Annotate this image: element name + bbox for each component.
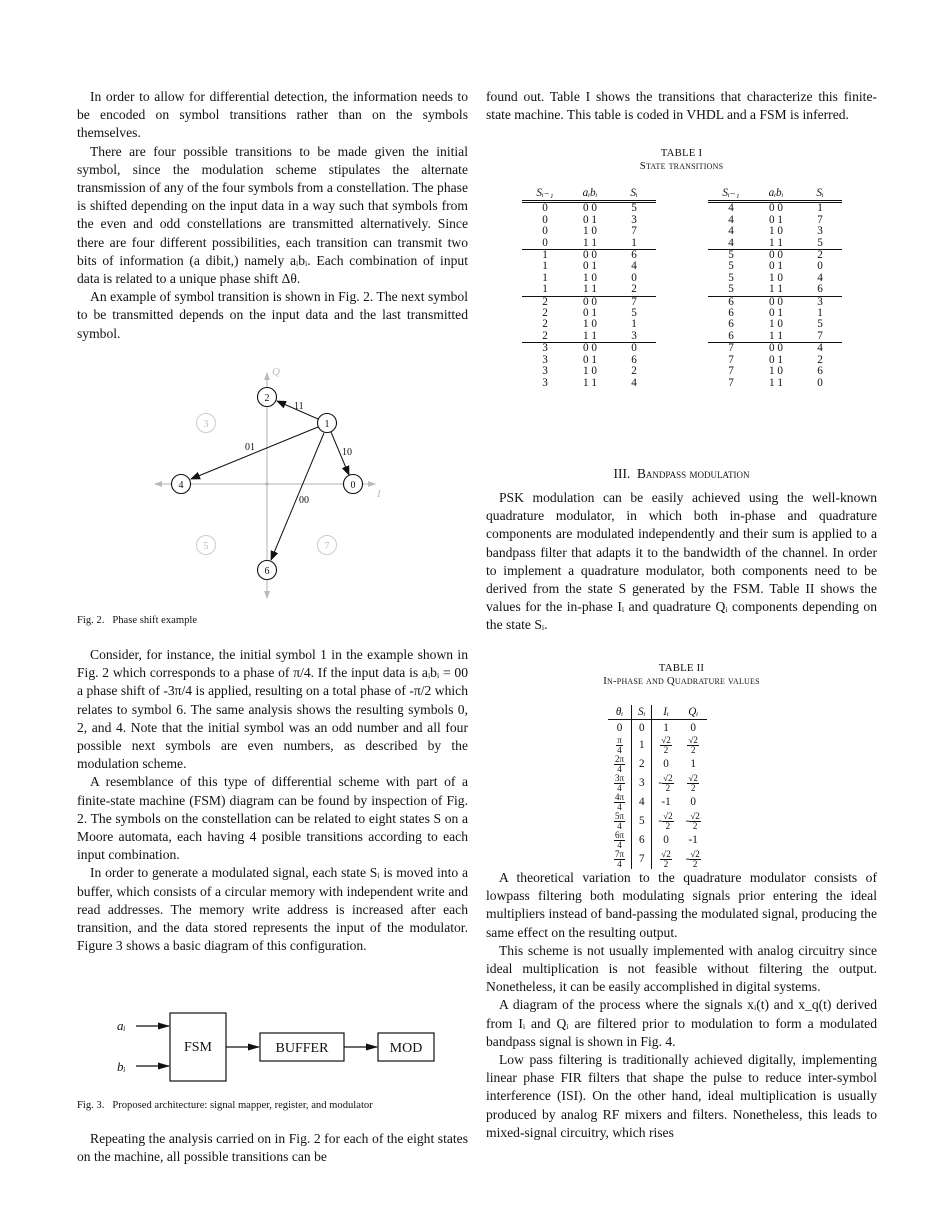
table-cell: 2 [542,318,548,331]
table-cell: 1 1 [769,236,783,249]
table-cell: 1 0 [769,365,783,378]
table-row [608,755,707,774]
table-cell: 0 [542,202,548,215]
table-cell-i: $\frac{√2}{2}$ [661,734,671,755]
table-cell: 2 [631,365,637,378]
table-cell-q: 0 [690,796,696,808]
table-cell: 0 1 [769,213,783,226]
table-cell: 1 [542,271,548,284]
table-cell: 5 [631,202,637,215]
svg-text:6: 6 [264,566,270,577]
table-cell: 2 [798,250,842,262]
table-cell: 1 0 [769,318,783,331]
table-cell: 0 1 [583,353,597,366]
table-row [608,736,707,755]
table-cell: 0 1 [583,260,597,273]
table-cell: 4 [728,225,734,238]
fig3-caption: Fig. 3. Proposed architecture: signal mapper, register, and modulator [77,1100,373,1111]
table-row [522,343,656,355]
svg-text:2: 2 [264,393,270,404]
table-row [522,202,656,215]
paragraph: Consider, for instance, the initial symbol 1 in the example shown in Fig. 2 which corresponds to a phase of π/4. If the input data is aᵢbᵢ = 00 a phase shift of -3π/4 is applied, resulting on a total phase of -π/2 which relates to symbol 6. The same analysis shows the resulting symbols 0, 2, and 4. Note that the initial symbol was an odd number and all four possible next symbols are even numbers, as described by the modulation scheme. [77,647,468,772]
table-cell-q: - $\frac{√2}{2}$ [685,848,700,869]
table-cell: 0 1 [583,307,597,320]
table-cell: 0 1 [583,213,597,226]
table-row [522,226,656,237]
table-row [708,366,842,377]
table-cell: 6 [817,365,823,378]
table-cell: 7 [612,296,656,308]
table-cell: 7 [728,353,734,366]
table-cell: 5 [817,318,823,331]
svg-text:0: 0 [350,480,356,491]
paragraph: PSK modulation can be easily achieved using the well-known quadrature modulator, in which both in-phase and quadrature components are modulated independently and their sum is applied to a bandpass filter that adapts it to the bandwidth of the channel. In order to implement a quadrature modulator, both components need to be derived from the state S generated by the FSM. Table II shows the values for the in-phase Iᵢ and quadrature Qᵢ components depending on the state Sᵢ. [486,490,877,633]
table-cell: 0 0 [568,250,612,262]
table-cell: 1 [817,202,823,215]
table-cell: 1 1 [769,376,783,389]
table-cell: 0 1 [769,307,783,320]
q-axis-label: Q [272,366,280,378]
table-cell: 1 0 [769,225,783,238]
svg-text:FSM: FSM [183,1040,213,1055]
table-cell: 0 0 [583,202,597,215]
table-cell: 5 [708,250,754,262]
fig2-caption: Fig. 2. Phase shift example [77,615,198,626]
table-cell: 3 [631,329,637,342]
table-cell: 0 0 [754,296,798,308]
table-cell: 4 [631,260,637,273]
table-cell: 0 1 [769,260,783,273]
table-cell: 6 [612,250,656,262]
table1-left: Sᵢ₋₁ aᵢbᵢ Sᵢ 0 0 0 5 0 0 1 3 0 1 0 7 0 1 1 1 1 0 0 6 1 0 1 4 1 1 0 0 1 1 1 2 2 0 0 7 2 0 1 5 2 1 0 1 2 1 1 3 3 0 0 0 3 0 1 6 3 1 0 2 3 1 1 4 [522,188,656,389]
table-cell: 0 [542,213,548,226]
svg-text:4: 4 [178,480,184,491]
table-cell-theta: 0 [608,720,632,736]
paragraph: There are four possible transitions to be made given the initial symbol, since the modulation scheme stipulates the alternate transmission of any of the four symbols from a constellation. The phase is shifted depending on the input data in a way such that symbols from the even and odd constellations are transmitted alternatively. Since there are four different possibilities, each transition can transmit two bits of information (a dibit,) namely aᵢbᵢ. Each combination of input data is related to a unique phase shift Δθ. [77,143,468,287]
right-column-top [486,88,877,124]
table-row [522,238,656,250]
table-cell-s: 3 [632,774,652,793]
right-column-bottom [486,869,877,1142]
table-cell: 7 [728,365,734,378]
table-cell: 1 1 [583,283,597,296]
table-cell: 1 [631,318,637,331]
table-cell: 5 [631,307,637,320]
paragraph: Low pass filtering is traditionally achieved digitally, implementing linear phase FIR filters that shape the pulse to reduce inter-symbol interference (ISI). On the other hand, ideal multiplication is usually produced by analog RF mixers and filters. Nonetheless, this leads to mixed-signal circuitry, which rises [486,1052,877,1140]
table-cell: 3 [542,365,548,378]
table-row [708,226,842,237]
table-cell-i: - $\frac{√2}{2}$ [658,810,673,831]
table-cell: 6 [728,307,734,320]
paragraph: found out. Table I shows the transitions that characterize this finite-state machine. This table is coded in VHDL and a FSM is inferred. [486,89,877,123]
table-row [708,202,842,215]
table-cell: 0 1 [769,353,783,366]
svg-text:BUFFER: BUFFER [275,1041,329,1056]
left-column-bottom [77,1130,468,1166]
paragraph: An example of symbol transition is shown in Fig. 2. The next symbol to be transmitted depends on the input data and the last transmitted symbol. [77,289,468,341]
table-cell: 2 [631,283,637,296]
table-cell: 1 [542,283,548,296]
table-cell: 3 [542,353,548,366]
table-row [522,378,656,389]
table-cell-q: - $\frac{√2}{2}$ [685,810,700,831]
paragraph: This scheme is not usually implemented with analog circuitry since ideal multiplication is not feasible without filtering the output. Nonetheless, it can be easily accomplished in digital systems. [486,942,877,995]
table-cell: 5 [728,260,734,273]
table-row [608,774,707,793]
left-column-middle [77,646,468,955]
table-cell: 0 0 [754,343,798,355]
table-cell: 5 [728,271,734,284]
table-cell: 1 0 [769,271,783,284]
table1-right-body [708,202,842,389]
table-cell-theta: $\frac{2\pi}{4}$ [608,755,632,774]
table-row [708,238,842,250]
table-cell: 3 [798,296,842,308]
table-row [522,366,656,377]
table-cell-q: 0 [690,721,696,734]
table-cell: 0 [817,260,823,273]
table-row [522,284,656,296]
table-cell: 2 [542,307,548,320]
table-cell-i: - $\frac{√2}{2}$ [658,772,673,793]
table-cell: 6 [817,283,823,296]
i-axis-label: I [377,488,381,500]
paragraph: A diagram of the process where the signals xᵢ(t) and x_q(t) derived from Iᵢ and Qᵢ are filtered prior to modulation to form a modulated bandpass signal is shown in Fig. 4. [486,997,877,1049]
table-cell-s: 0 [632,720,652,736]
right-column-middle [486,489,877,635]
table-cell-i: 0 [663,758,669,770]
table-cell: 1 0 [583,225,597,238]
table-row [708,378,842,389]
table-cell-theta: $\frac{4\pi}{4}$ [608,793,632,812]
svg-text:1: 1 [324,419,330,430]
table-cell: 0 0 [769,202,783,215]
table-cell: 1 [631,236,637,249]
table2-body [608,720,707,869]
table-cell-q: -1 [688,834,698,846]
table-cell-q: 1 [690,758,696,770]
table-cell: 5 [728,283,734,296]
svg-text:7: 7 [324,541,330,552]
section-heading: III. Bandpass modulation [613,466,750,481]
table-cell: 1 [522,250,568,262]
table2: θᵢ Sᵢ Iᵢ Qᵢ 0 0 1 0 $\frac{\pi}{4}$ 1 $\frac{√2}{2}$ $\frac{√2}{2}$ $\frac{2\pi}{4}$ 2 0 1 $\frac{3\pi}{4}$ 3 - $\frac{√2}{2}$ $\frac{√2}{2}$ $\frac{4\pi}{4}$ 4 -1 0 $\frac{5\pi}{4}$ 5 - $\frac{√2}{2}$ - $\frac{√2}{2}$ $\frac{6\pi}{4}$ 6 0 -1 $\frac{7\pi}{4}$ 7 $\frac{√2}{2}$ - $\frac{√2}{2}$ [608,705,707,869]
table-row [608,720,707,736]
edge-label: 01 [245,442,255,453]
table-cell-s: 5 [632,812,652,831]
table-cell: 3 [542,376,548,389]
input-b-label: bᵢ [117,1059,126,1074]
table-row [608,812,707,831]
paragraph: Repeating the analysis carried on in Fig. 2 for each of the eight states on the machine, all possible transitions can be [77,1131,468,1165]
table-cell-theta: $\frac{\pi}{4}$ [608,736,632,755]
table-cell-i: 0 [663,834,669,846]
table-cell: 1 1 [769,329,783,342]
table-cell: 4 [817,271,823,284]
table-cell: 0 [612,343,656,355]
table-cell: 1 1 [583,329,597,342]
table-cell: 0 0 [568,343,612,355]
paragraph: A theoretical variation to the quadrature modulator consists of lowpass filtering both modulating signals prior entering the ideal multipliers instead of band-passing the modulated signal, producing the same effect on the resulting output. [486,870,877,940]
input-a-label: aᵢ [117,1018,126,1033]
table-cell: 4 [728,202,734,215]
table-cell-i: $\frac{√2}{2}$ [661,848,671,869]
table-cell-s: 7 [632,850,652,869]
table-cell: 7 [631,225,637,238]
table-cell-s: 6 [632,831,652,850]
table-cell: 1 0 [583,365,597,378]
table-cell-theta: $\frac{7\pi}{4}$ [608,850,632,869]
table-cell: 0 0 [754,250,798,262]
table-cell: 0 [542,236,548,249]
table-cell: 0 0 [568,296,612,308]
table-row [522,331,656,343]
table-cell: 7 [817,213,823,226]
table1-left-body [522,202,656,389]
table-cell: 4 [798,343,842,355]
table-row [708,343,842,355]
table1-title: TABLE I State transitions [639,147,724,172]
table-row [608,831,707,850]
table-cell-s: 4 [632,793,652,812]
paragraph: In order to allow for differential detection, the information needs to be encoded on symbol transitions rather than on the symbols themselves. [77,89,468,141]
table-row [608,793,707,812]
table-row [708,284,842,296]
svg-text:MOD: MOD [389,1041,423,1056]
fig3-block-diagram [70,1005,470,1095]
table-cell: 1 0 [583,318,597,331]
table-cell: 5 [817,236,823,249]
table-cell-s: 2 [632,755,652,774]
table-cell: 1 1 [583,236,597,249]
table-cell: 7 [708,343,754,355]
paragraph: A resemblance of this type of differential scheme with part of a finite-state machine (FSM) diagram can be found by inspection of Fig. 2. The symbols on the constellation can be related to eight states S on a Moore automata, each having 4 posible transitions according to each input combination. [77,774,468,863]
table2-title: TABLE II In-phase and Quadrature values [603,662,760,687]
table-cell: 3 [817,225,823,238]
svg-text:3: 3 [203,419,209,430]
table-cell-theta: $\frac{5\pi}{4}$ [608,812,632,831]
table-cell: 0 [542,225,548,238]
table-cell: 2 [542,329,548,342]
table1-right: Sᵢ₋₁ aᵢbᵢ Sᵢ 4 0 0 1 4 0 1 7 4 1 0 3 4 1 1 5 5 0 0 2 5 0 1 0 5 1 0 4 5 1 1 6 6 0 0 3 6 0 1 1 6 1 0 5 6 1 1 7 7 0 0 4 7 0 1 2 7 1 0 6 7 1 1 0 [708,188,842,389]
table-cell-q: $\frac{√2}{2}$ [688,734,698,755]
table-cell-i: 1 [663,721,669,734]
table-cell: 6 [728,329,734,342]
table-cell: 1 1 [769,283,783,296]
table-cell-i: -1 [661,796,671,808]
table-cell: 6 [708,296,754,308]
table-cell: 4 [728,236,734,249]
table-cell: 3 [522,343,568,355]
paragraph: In order to generate a modulated signal, each state Sᵢ is moved into a buffer, which consists of a circular memory with independent write and read addresses. The memory write address is increased after each transition, and the data stored represents the input of the modulator. Figure 3 shows a basic diagram of this configuration. [77,865,468,954]
table-cell: 0 [817,376,823,389]
table-row [708,331,842,343]
table-row [608,850,707,869]
svg-text:5: 5 [203,541,209,552]
table-cell: 4 [631,376,637,389]
edge-label: 00 [299,495,309,506]
table-cell: 3 [631,213,637,226]
table-cell-s: 1 [632,736,652,755]
table-cell: 1 [817,307,823,320]
table-cell: 6 [728,318,734,331]
table-cell: 7 [817,329,823,342]
edge-label: 10 [342,447,352,458]
table-cell: 1 [542,260,548,273]
table-cell: 6 [631,353,637,366]
table-cell: 2 [522,296,568,308]
table-cell: 1 0 [583,271,597,284]
edge-label: 11 [294,401,304,412]
table-cell: 4 [728,213,734,226]
table-cell-theta: $\frac{6\pi}{4}$ [608,831,632,850]
table-cell-q: $\frac{√2}{2}$ [688,772,698,793]
table-cell: 2 [817,353,823,366]
table-cell: 0 [631,271,637,284]
table-cell-theta: $\frac{3\pi}{4}$ [608,774,632,793]
table-cell: 1 1 [583,376,597,389]
table-cell: 7 [728,376,734,389]
